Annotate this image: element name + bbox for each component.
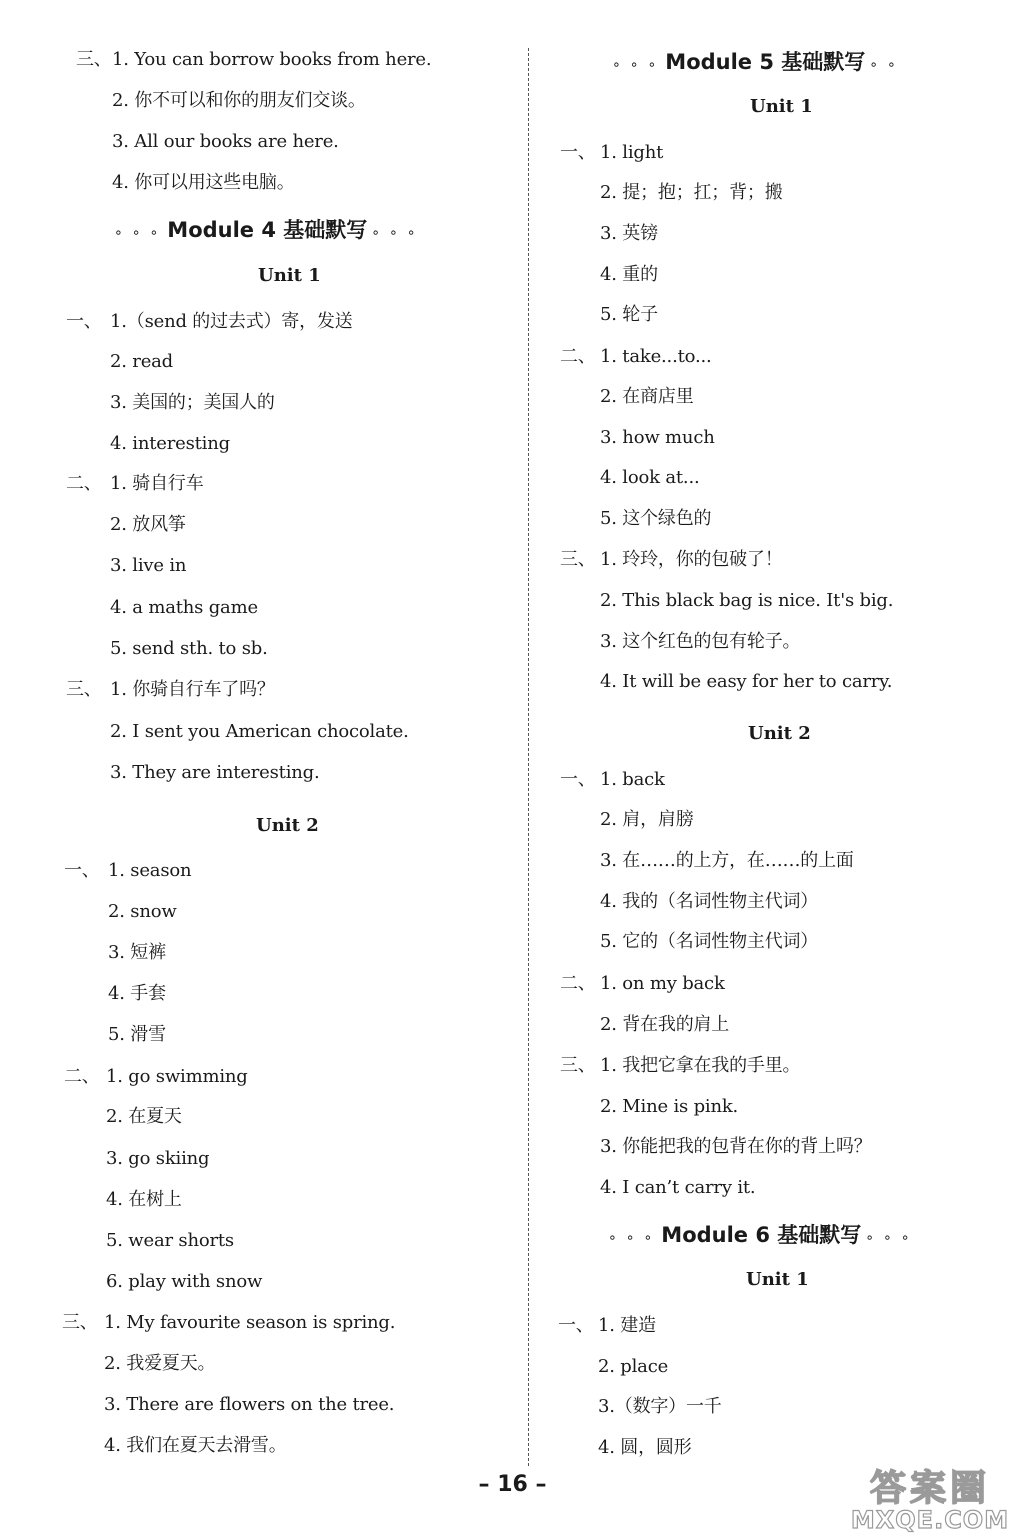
list-item: 3. 英镑 xyxy=(600,223,658,244)
heading-dots-icon: ∘∘∘ xyxy=(612,57,666,73)
list-item: 1. My favourite season is spring. xyxy=(104,1312,396,1333)
list-item: 1. 骑自行车 xyxy=(110,473,204,494)
watermark-bottom-text: MXQE.COM xyxy=(850,1506,1010,1534)
list-item: 1. season xyxy=(108,860,192,881)
list-item: 3. how much xyxy=(600,427,715,448)
list-item: 3. go skiing xyxy=(106,1148,210,1169)
list-item: 2. 放风筝 xyxy=(110,514,186,535)
section-marker: 二、 xyxy=(560,973,596,994)
unit-heading: Unit 1 xyxy=(258,265,321,286)
section-marker: 三、 xyxy=(66,679,102,700)
list-item: 2. snow xyxy=(108,901,177,922)
module-heading: ∘∘∘Module 5 基础默写 ∘∘ xyxy=(612,50,905,74)
list-item: 2. 你不可以和你的朋友们交谈。 xyxy=(112,90,366,111)
list-item: 6. play with snow xyxy=(106,1271,263,1292)
list-item: 3. 短裤 xyxy=(108,942,166,963)
section-marker: 二、 xyxy=(560,346,596,367)
list-item: 3. 这个红色的包有轮子。 xyxy=(600,631,801,652)
list-item: 2. 背在我的肩上 xyxy=(600,1014,730,1035)
module-heading: ∘∘∘Module 4 基础默写 ∘∘∘ xyxy=(114,218,425,242)
list-item: 4. I can’t carry it. xyxy=(600,1177,756,1198)
heading-dots-icon: ∘∘∘ xyxy=(608,1230,662,1246)
list-item: 3. 你能把我的包背在你的背上吗？ xyxy=(600,1136,872,1157)
list-item: 3.（数字）一千 xyxy=(598,1396,722,1417)
list-item: 4. 在树上 xyxy=(106,1189,182,1210)
list-item: 5. 这个绿色的 xyxy=(600,508,712,529)
list-item: 4. 圆，圆形 xyxy=(598,1437,692,1458)
list-item: 1. 你骑自行车了吗？ xyxy=(110,679,275,700)
section-marker: 三、 xyxy=(560,1055,596,1076)
list-item: 4. 你可以用这些电脑。 xyxy=(112,172,295,193)
list-item: 1. go swimming xyxy=(106,1066,248,1087)
list-item: 4. a maths game xyxy=(110,597,258,618)
section-marker: 二、 xyxy=(64,1066,100,1087)
list-item: 2. read xyxy=(110,351,174,372)
list-item: 1. 建造 xyxy=(598,1315,656,1336)
list-item: 5. send sth. to sb. xyxy=(110,638,268,659)
list-item: 5. wear shorts xyxy=(106,1230,234,1251)
list-item: 3. 在……的上方，在……的上面 xyxy=(600,850,854,871)
list-item: 1.（send 的过去式）寄，发送 xyxy=(110,311,353,332)
unit-heading: Unit 2 xyxy=(748,723,811,744)
unit-heading: Unit 1 xyxy=(750,96,813,117)
list-item: 2. 在夏天 xyxy=(106,1106,182,1127)
list-item: 4. 我的（名词性物主代词） xyxy=(600,891,819,912)
list-item: 1. on my back xyxy=(600,973,725,994)
list-item: 4. interesting xyxy=(110,433,230,454)
list-item: 2. 在商店里 xyxy=(600,386,694,407)
list-item: 2. Mine is pink. xyxy=(600,1096,739,1117)
heading-dots-icon: ∘∘ xyxy=(869,57,905,73)
section-marker: 三、 xyxy=(560,549,596,570)
section-marker: 一、 xyxy=(558,1315,594,1336)
list-item: 4. 我们在夏天去滑雪。 xyxy=(104,1435,287,1456)
list-item: 1. You can borrow books from here. xyxy=(112,49,432,70)
unit-heading: Unit 2 xyxy=(256,815,319,836)
list-item: 2. 我爱夏天。 xyxy=(104,1353,216,1374)
list-item: 2. This black bag is nice. It's big. xyxy=(600,590,894,611)
list-item: 1. back xyxy=(600,769,665,790)
watermark-logo xyxy=(842,1460,1018,1532)
watermark-top-text: 答案圈 xyxy=(869,1468,990,1509)
list-item: 1. take...to... xyxy=(600,346,712,367)
list-item: 3. 美国的；美国人的 xyxy=(110,392,275,413)
list-item: 4. 手套 xyxy=(108,983,166,1004)
list-item: 4. look at... xyxy=(600,467,700,488)
list-item: 3. live in xyxy=(110,555,187,576)
list-item: 1. 我把它拿在我的手里。 xyxy=(600,1055,801,1076)
list-item: 2. 提；抱；扛；背；搬 xyxy=(600,182,783,203)
list-item: 1. 玲玲，你的包破了！ xyxy=(600,549,783,570)
list-item: 2. place xyxy=(598,1356,669,1377)
section-marker: 三、 xyxy=(62,1312,98,1333)
heading-dots-icon: ∘∘∘ xyxy=(371,225,425,241)
list-item: 4. It will be easy for her to carry. xyxy=(600,671,893,692)
page-number: – 16 – xyxy=(478,1472,547,1497)
list-item: 2. 肩，肩膀 xyxy=(600,809,694,830)
list-item: 3. They are interesting. xyxy=(110,762,320,783)
section-marker: 三、 xyxy=(76,49,112,70)
list-item: 2. I sent you American chocolate. xyxy=(110,721,409,742)
module-heading: ∘∘∘Module 6 基础默写 ∘∘∘ xyxy=(608,1223,919,1247)
list-item: 1. light xyxy=(600,142,664,163)
heading-dots-icon: ∘∘∘ xyxy=(865,1230,919,1246)
list-item: 3. There are flowers on the tree. xyxy=(104,1394,395,1415)
unit-heading: Unit 1 xyxy=(746,1269,809,1290)
list-item: 3. All our books are here. xyxy=(112,131,339,152)
column-divider xyxy=(528,48,529,1466)
heading-dots-icon: ∘∘∘ xyxy=(114,225,168,241)
section-marker: 一、 xyxy=(66,311,102,332)
section-marker: 一、 xyxy=(64,860,100,881)
list-item: 5. 它的（名词性物主代词） xyxy=(600,931,819,952)
list-item: 5. 轮子 xyxy=(600,304,658,325)
list-item: 5. 滑雪 xyxy=(108,1024,166,1045)
section-marker: 一、 xyxy=(560,142,596,163)
section-marker: 一、 xyxy=(560,769,596,790)
list-item: 4. 重的 xyxy=(600,264,658,285)
section-marker: 二、 xyxy=(66,473,102,494)
